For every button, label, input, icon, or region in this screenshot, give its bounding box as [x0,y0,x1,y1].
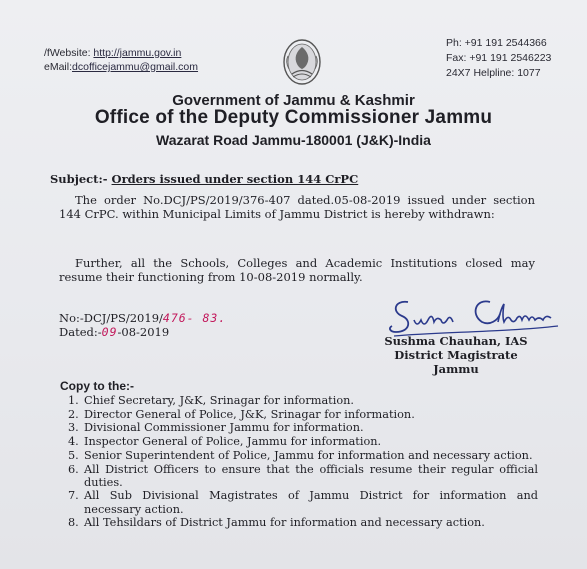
ref-date-label: Dated:- [59,325,102,339]
subject-text: Orders issued under section 144 CrPC [111,172,359,186]
list-item: 8. All Tehsildars of District Jammu for information and necessary action. [68,516,485,530]
phone-text: Ph: +91 191 2544366 [446,37,547,49]
list-item: 4. Inspector General of Police, Jammu for information. [68,435,382,449]
email-label: eMail: [44,61,73,73]
subject-line [50,172,358,186]
website-label: /fWebsite: [44,47,91,59]
signatory-name: Sushma Chauhan, IAS [384,334,528,348]
list-item: 5. Senior Superintendent of Police, Jammu for information and necessary action. [68,448,533,462]
email-link[interactable]: dcofficejammu@gmail.com [72,61,199,73]
subject-label: Subject:- [50,172,108,186]
website-link[interactable]: http://jammu.gov.in [93,47,182,59]
email-line [44,60,198,74]
contact-left [44,46,198,74]
copy-to-heading: Copy to the:- [60,379,134,393]
office-title: Office of the Deputy Commissioner Jammu [94,107,493,128]
list-item: 3. Divisional Commissioner Jammu for information. [68,421,364,435]
list-item: 1. Chief Secretary, J&K, Srinagar for information. [68,394,355,407]
list-item: 6. All District Officers to ensure that the officials resume their regular official duties. [68,462,538,489]
ref-no-handwritten: 476- 83. [162,311,227,325]
government-title: Government of Jammu & Kashmir [172,92,415,109]
ref-date-handwritten: 09 [101,325,118,339]
signatory-block [384,334,528,376]
contact-right [446,36,551,81]
reference-block [59,311,226,339]
signatory-place: Jammu [433,362,479,376]
list-item: 2. Director General of Police, J&K, Srinagar for information. [68,407,415,421]
website-line [44,46,198,60]
state-emblem-icon [280,36,324,88]
office-address: Wazarat Road Jammu-180001 (J&K)-India [156,132,431,148]
fax-text: Fax: +91 191 2546223 [446,52,552,64]
ref-date-rest: -08-2019 [117,325,170,339]
ref-no-prefix: No:-DCJ/PS/2019/ [59,311,163,325]
helpline-text: 24X7 Helpline: 1077 [446,67,541,79]
body-paragraph-2: Further, all the Schools, Colleges and Academic Institutions closed may resume their functioning from 10-08-2019 normally. [59,256,535,284]
list-item: 7. All Sub Divisional Magistrates of Jammu District for information and necessary action. [68,489,538,516]
signatory-title: District Magistrate [394,348,518,362]
body-paragraph-1: The order No.DCJ/PS/2019/376-407 dated.05-08-2019 issued under section 144 CrPC. within Municipal Limits of Jammu District is hereby withdrawn: [59,193,535,221]
reference-number [59,311,226,325]
reference-date [59,325,226,339]
copy-to-list [68,394,538,530]
